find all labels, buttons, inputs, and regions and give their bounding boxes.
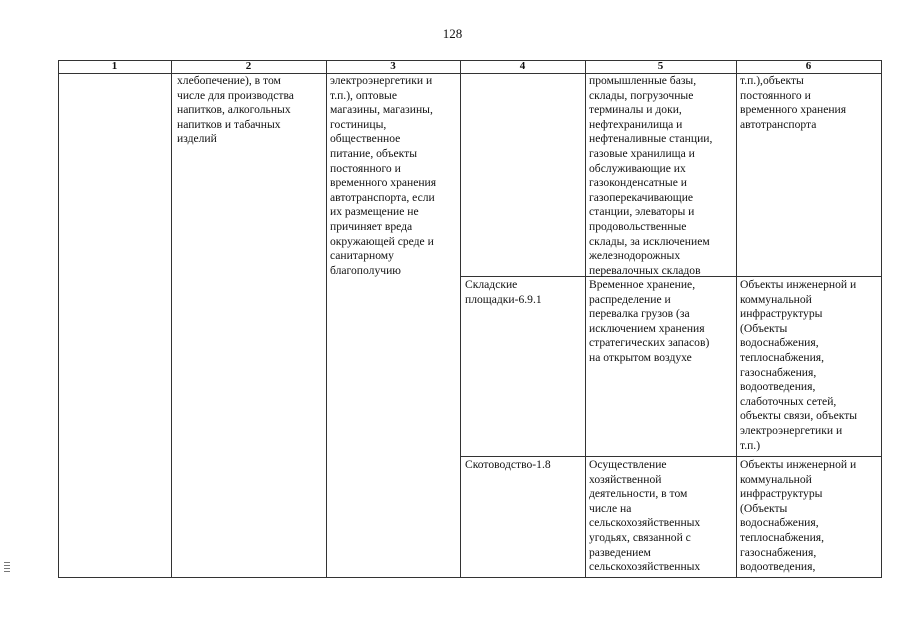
cell-line: склады, за исключением	[589, 234, 710, 248]
cell-row1-col6-auxiliary	[740, 74, 846, 132]
cell-line: площадки-6.9.1	[465, 292, 542, 306]
cell-line: слаботочных сетей,	[740, 394, 837, 408]
cell-line: хлебопечение), в том	[177, 74, 281, 87]
regulations-table	[58, 60, 882, 578]
cell-line: постоянного и	[330, 161, 401, 175]
column-header-1: 1	[111, 60, 118, 72]
cell-line: нефтехранилища и	[589, 117, 683, 131]
column-divider	[736, 60, 737, 578]
cell-line: перевалка грузов (за	[589, 307, 690, 321]
column-header-5: 5	[657, 60, 664, 72]
cell-row3-col6-auxiliary	[740, 458, 856, 575]
cell-line: коммунальной	[740, 472, 812, 486]
cell-line: напитков и табачных	[177, 117, 281, 131]
cell-line: причиняет вреда	[330, 219, 413, 233]
cell-line: Складские	[465, 278, 518, 291]
cell-line: сельскохозяйственных	[589, 560, 701, 574]
column-header-6: 6	[805, 60, 812, 72]
cell-line: склады, погрузочные	[589, 88, 694, 102]
cell-line: Осуществление	[589, 458, 667, 471]
cell-line: их размещение не	[330, 205, 419, 219]
cell-line: угодьях, связанной с	[589, 530, 691, 544]
cell-line: санитарному	[330, 249, 394, 263]
cell-line: железнодорожных	[589, 249, 681, 263]
cell-line: благополучию	[330, 263, 401, 277]
cell-line: инфраструктуры	[740, 487, 823, 501]
table-border-bottom	[58, 577, 882, 578]
cell-line: т.п.)	[740, 438, 761, 452]
cell-line: числе на	[589, 501, 632, 515]
cell-line: перевалочных складов	[589, 263, 701, 277]
cell-line: водоотведения,	[740, 380, 816, 394]
cell-line: т.п.), оптовые	[330, 88, 397, 102]
column-divider	[326, 60, 327, 578]
table-border-right	[881, 60, 882, 578]
cell-row2-col5-description	[589, 278, 709, 366]
cell-line: газоснабжения,	[740, 365, 817, 379]
cell-line: хозяйственной	[589, 472, 662, 486]
row-divider	[460, 456, 882, 457]
cell-line: (Объекты	[740, 321, 788, 335]
cell-line: числе для производства	[177, 88, 294, 102]
column-divider	[460, 60, 461, 578]
cell-line: временного хранения	[330, 176, 437, 190]
cell-row1-col5-description	[589, 74, 712, 278]
table-border-left	[58, 60, 59, 578]
column-header-4: 4	[519, 60, 526, 72]
cell-line: станции, элеваторы и	[589, 205, 695, 219]
cell-line: сельскохозяйственных	[589, 516, 701, 530]
column-header-2: 2	[245, 60, 252, 72]
cell-row2-col6-auxiliary	[740, 278, 857, 453]
cell-line: исключением хранения	[589, 321, 705, 335]
cell-line: окружающей среде и	[330, 234, 434, 248]
cell-line: нефтеналивные станции,	[589, 132, 713, 146]
cell-line: газоконденсатные и	[589, 176, 687, 190]
cell-line: Объекты инженерной и	[740, 458, 857, 471]
cell-row3-col4-land-use-code	[465, 458, 551, 473]
cell-line: распределение и	[589, 292, 671, 306]
cell-line: гостиницы,	[330, 117, 387, 131]
column-divider	[171, 60, 172, 578]
column-divider	[585, 60, 586, 578]
cell-line: теплоснабжения,	[740, 530, 825, 544]
cell-row3-col5-description	[589, 458, 700, 575]
cell-line: общественное	[330, 132, 401, 146]
cell-line: газоснабжения,	[740, 545, 817, 559]
cell-line: электроэнергетики и	[330, 74, 433, 87]
column-header-3: 3	[390, 60, 396, 72]
cell-line: промышленные базы,	[589, 74, 697, 87]
cell-line: газоперекачивающие	[589, 190, 694, 204]
cell-line: электроэнергетики и	[740, 423, 843, 437]
cell-line: водоснабжения,	[740, 336, 819, 350]
cell-line: питание, объекты	[330, 146, 417, 160]
cell-line: (Объекты	[740, 501, 788, 515]
cell-line: т.п.),объекты	[740, 74, 804, 87]
cell-line: автотранспорта, если	[330, 190, 435, 204]
cell-line: деятельности, в том	[589, 487, 688, 501]
cell-line: Объекты инженерной и	[740, 278, 857, 291]
page-number: 128	[442, 26, 463, 41]
cell-line: стратегических запасов)	[589, 336, 710, 350]
cell-line: изделий	[177, 132, 217, 146]
cell-line: постоянного и	[740, 88, 811, 102]
cell-line: напитков, алкогольных	[177, 103, 291, 117]
cell-line: магазины, магазины,	[330, 103, 433, 117]
cell-line: теплоснабжения,	[740, 350, 825, 364]
cell-line: Скотоводство-1.8	[465, 458, 551, 471]
scan-margin-marks	[4, 562, 10, 578]
cell-row2-col4-land-use-code	[465, 278, 542, 307]
cell-line: объекты связи, объекты	[740, 409, 858, 423]
cell-line: временного хранения	[740, 103, 847, 117]
cell-line: терминалы и доки,	[589, 103, 682, 117]
cell-col2-activity	[177, 74, 294, 147]
cell-line: обслуживающие их	[589, 161, 686, 175]
cell-line: Временное хранение,	[589, 278, 696, 291]
cell-line: автотранспорта	[740, 117, 817, 131]
cell-line: водоснабжения,	[740, 516, 819, 530]
cell-col3-permitted-objects	[330, 74, 436, 278]
cell-line: разведением	[589, 545, 651, 559]
cell-line: газовые хранилища и	[589, 146, 695, 160]
cell-line: инфраструктуры	[740, 307, 823, 321]
cell-line: на открытом воздухе	[589, 350, 692, 364]
cell-line: водоотведения,	[740, 560, 816, 574]
cell-line: продовольственные	[589, 219, 687, 233]
cell-line: коммунальной	[740, 292, 812, 306]
